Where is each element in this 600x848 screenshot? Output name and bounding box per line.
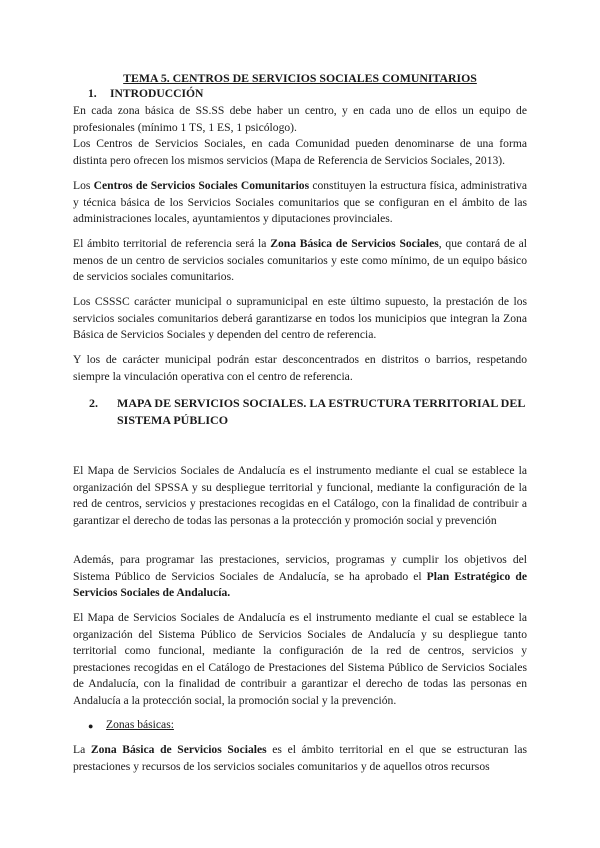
text-run: El ámbito territorial de referencia será la	[73, 237, 271, 250]
bold-term: Centros de Servicios Sociales Comunitarios	[93, 179, 310, 192]
section-number: 1.	[88, 87, 97, 100]
text-run: , que contará de al menos de un centro de servicios sociales comunitarios y este como mínimo, de un equipo básico de servicios sociales comunitarios.	[73, 237, 528, 284]
section-heading-2: MAPA DE SERVICIOS SOCIALES. LA ESTRUCTURA TERRITORIAL DEL SISTEMA PÚBLICO	[117, 396, 525, 427]
paragraph-1: En cada zona básica de SS.SS debe haber un centro, y en cada uno de ellos un equipo de profesionales (mínimo 1 TS, 1 ES, 1 psicólogo).	[73, 104, 527, 134]
bold-term: Zona Básica de Servicios Sociales	[90, 743, 267, 756]
section-number-2: 2.	[89, 396, 98, 410]
paragraph-6: Y los de carácter municipal podrán estar desconcentrados en distritos o barrios, respetando siempre la vinculación operativa con el centro de referencia.	[73, 353, 527, 383]
bold-term: Zona Básica de Servicios Sociales	[270, 237, 439, 250]
bullet-item-zonas-basicas: Zonas básicas:	[106, 718, 174, 731]
section-heading-1	[88, 86, 508, 103]
paragraph-2: Los Centros de Servicios Sociales, en cada Comunidad pueden denominarse de una forma distinta pero ofrecen los mismos servicios (Mapa de Referencia de Servicios Sociales, 2013).	[73, 137, 527, 167]
document-title: TEMA 5. CENTROS DE SERVICIOS SOCIALES COMUNITARIOS	[123, 71, 477, 85]
text-run: Además, para programar las prestaciones, servicios, programas y cumplir los objetivos del Sistema Público de Servicios Sociales de Andalucía, se ha aprobado el	[73, 553, 527, 583]
paragraph-5: Los CSSSC carácter municipal o supramunicipal en este último supuesto, la prestación de los servicios sociales comunitarios deberá garantizarse en todos los municipios que integran la Zona Básica de Servicios Sociales y dependen del centro de referencia.	[73, 295, 527, 342]
paragraph-3	[73, 178, 527, 228]
paragraph-4	[73, 236, 527, 286]
bullet-icon: ●	[88, 721, 94, 731]
section-title: INTRODUCCIÓN	[110, 87, 204, 100]
text-run: es el ámbito territorial en el que se estructuran las prestaciones y recursos de los servicios sociales comunitarios y de aquellos otros recursos	[73, 743, 527, 773]
paragraph-10	[73, 742, 527, 775]
paragraph-9: El Mapa de Servicios Sociales de Andalucía es el instrumento mediante el cual se establece la organización del Sistema Público de Servicios Sociales de Andalucía y su despliegue tanto territorial como funcional, mediante la configuración de la red de centros, servicios y prestaciones recogidas en el Catálogo de Prestaciones del Sistema Público de Servicios Sociales de Andalucía, con la finalidad de contribuir a garantizar el derecho de todas las personas en Andalucía a la protección social, la promoción social y la prevención.	[73, 611, 527, 707]
paragraph-7: El Mapa de Servicios Sociales de Andalucía es el instrumento mediante el cual se establece la organización del SPSSA y su despliegue territorial y funcional, mediante la configuración de la red de centros, servicios y prestaciones recogidas en el Catálogo, con la finalidad de contribuir a garantizar el derecho de todas las personas a la protección y promoción social y prevención	[73, 464, 527, 527]
paragraph-8	[73, 552, 527, 602]
text-run: constituyen la estructura física, administrativa y técnica básica de los Servicios Sociales comunitarios que se configuran en el ámbito de las administraciones locales, ayuntamientos y diputaciones provinciales.	[73, 179, 527, 226]
bold-term: Plan Estratégico de Servicios Sociales de Andalucía.	[73, 569, 527, 600]
text-run: La	[73, 743, 91, 756]
text-run: Los	[73, 179, 94, 192]
